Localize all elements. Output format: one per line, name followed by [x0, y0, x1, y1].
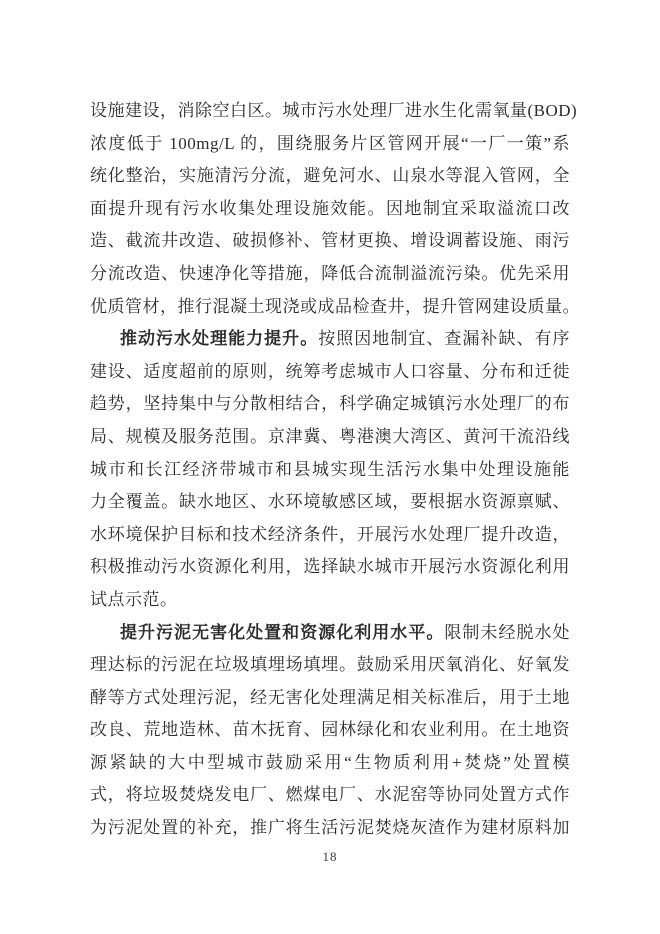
line-text: 面提升现有污水收集处理设施效能。因地制宜采取溢流口改 [90, 198, 570, 218]
text-line [90, 551, 570, 584]
line-text: 理达标的污泥在垃圾填埋场填埋。鼓励采用厌氧消化、好氧发 [90, 655, 570, 675]
text-line [90, 617, 570, 650]
text-line [90, 323, 570, 356]
text-line [90, 519, 570, 552]
text-line [90, 356, 570, 389]
document-text-block [90, 95, 580, 845]
line-text: 试点示范。 [90, 589, 178, 609]
line-text: 趋势，坚持集中与分散相结合，科学确定城镇污水处理厂的布 [90, 394, 570, 414]
text-line [90, 779, 570, 812]
line-text: 积极推动污水资源化利用，选择缺水城市开展污水资源化利用 [90, 557, 570, 577]
paragraph-lead: 推动污水处理能力提升。 [120, 329, 319, 349]
line-text: 局、规模及服务范围。京津冀、粤港澳大湾区、黄河干流沿线 [90, 426, 570, 446]
line-text: 城市和长江经济带城市和县城实现生活污水集中处理设施能 [90, 459, 570, 479]
line-text: 建设、适度超前的原则，统筹考虑城市人口容量、分布和迁徙 [90, 361, 570, 381]
text-line [90, 291, 580, 324]
line-text: 为污泥处置的补充，推广将生活污泥焚烧灰渣作为建材原料加 [90, 818, 570, 838]
line-text: 力全覆盖。缺水地区、水环境敏感区域，要根据水资源禀赋、 [90, 492, 570, 512]
text-line [90, 682, 570, 715]
text-line [90, 454, 570, 487]
line-text: 浓度低于 100mg/L 的，围绕服务片区管网开展“一厂一策”系 [90, 133, 570, 153]
text-line [90, 649, 570, 682]
line-text: 改良、荒地造林、苗木抚育、园林绿化和农业利用。在土地资 [90, 720, 570, 740]
text-line [90, 486, 570, 519]
line-text: 酵等方式处理污泥，经无害化处理满足相关标准后，用于土地 [90, 687, 570, 707]
text-line [90, 258, 570, 291]
line-text: 分流改造、快速净化等措施，降低合流制溢流污染。优先采用 [90, 263, 570, 283]
line-text: 源紧缺的大中型城市鼓励采用“生物质利用+焚烧”处置模 [90, 752, 570, 772]
line-text: 造、截流井改造、破损修补、管材更换、增设调蓄设施、雨污 [90, 231, 570, 251]
line-text: 式，将垃圾焚烧发电厂、燃煤电厂、水泥窑等协同处置方式作 [90, 785, 570, 805]
text-line [90, 160, 570, 193]
page-number: 18 [322, 849, 338, 864]
line-text: 优质管材，推行混凝土现浇或成品检查井，提升管网建设质量。 [90, 296, 580, 316]
text-line [90, 747, 570, 780]
line-text: 按照因地制宜、查漏补缺、有序 [318, 329, 571, 349]
text-line [90, 714, 570, 747]
line-text: 设施建设，消除空白区。城市污水处理厂进水生化需氧量(BOD) [90, 101, 578, 120]
text-line [90, 128, 570, 161]
line-text: 统化整治，实施清污分流，避免河水、山泉水等混入管网，全 [90, 166, 570, 186]
text-line [90, 812, 570, 845]
line-text: 水环境保护目标和技术经济条件，开展污水处理厂提升改造， [90, 524, 570, 544]
line-text: 限制未经脱水处 [444, 622, 570, 642]
text-line [90, 225, 570, 258]
text-line [90, 584, 570, 617]
text-line [90, 193, 570, 226]
text-line [90, 95, 578, 128]
text-line [90, 388, 570, 421]
paragraph-lead: 提升污泥无害化处置和资源化利用水平。 [120, 622, 445, 642]
text-line [90, 421, 570, 454]
